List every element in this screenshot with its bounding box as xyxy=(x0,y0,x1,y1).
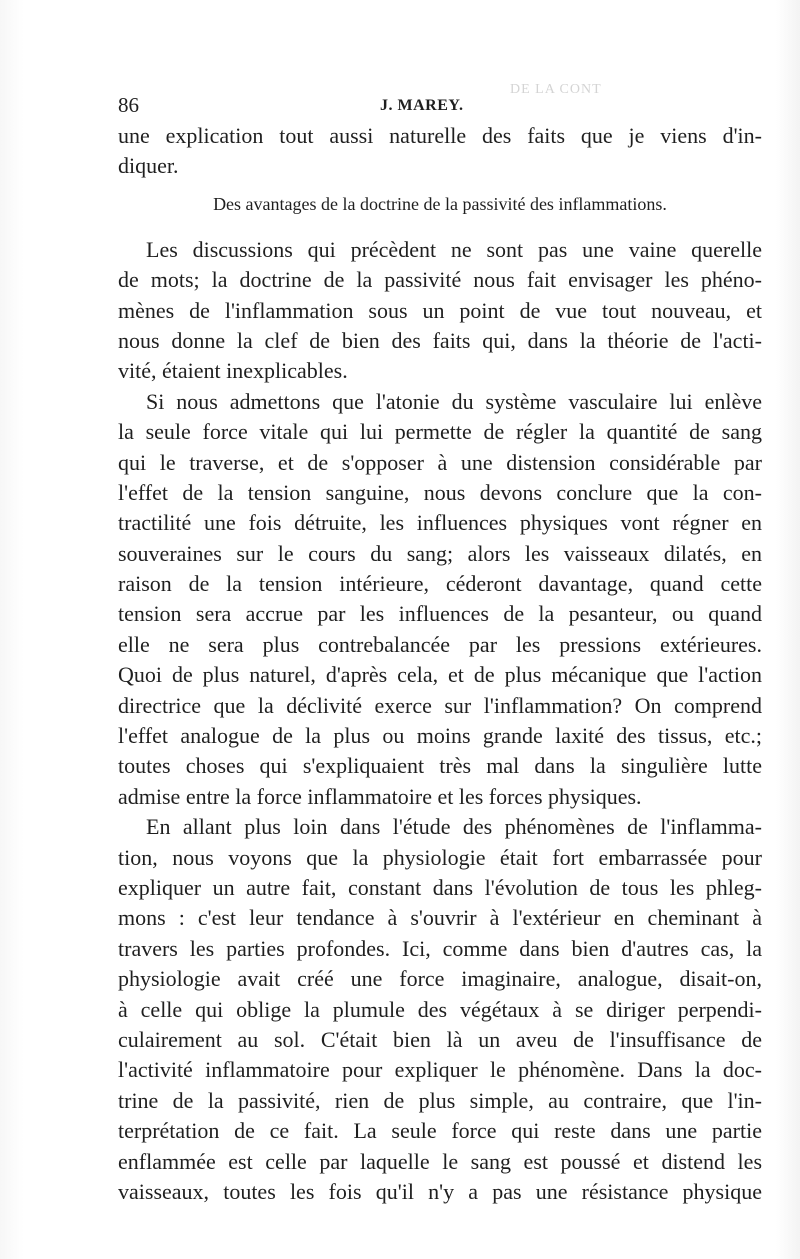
text-line: la seule force vitale qui lui permette de régler la quantité de sang xyxy=(118,419,762,445)
text-line: tractilité une fois détruite, les influences physiques vont régner en xyxy=(118,510,762,536)
text-line: culairement au sol. C'était bien là un aveu de l'insuffisance de xyxy=(118,1026,762,1052)
text-line: toutes choses qui s'expliquaient très mal dans la singulière lutte xyxy=(118,753,762,779)
text-line: de mots; la doctrine de la passivité nous fait envisager les phéno- xyxy=(118,267,762,293)
text-line: l'effet de la tension sanguine, nous devons conclure que la con- xyxy=(118,479,762,505)
text-line: souveraines sur le cours du sang; alors les vaisseaux dilatés, en xyxy=(118,540,762,566)
bleed-through-text: DE LA CONT xyxy=(510,82,602,97)
section-title: Des avantages de la doctrine de la passivité des inflammations. xyxy=(213,193,667,214)
text-line: à celle qui oblige la plumule des végétaux à se diriger perpendi- xyxy=(118,996,762,1022)
text-line: enflammée est celle par laquelle le sang est poussé et distend les xyxy=(118,1148,762,1174)
text-line: tension sera accrue par les influences de la pesanteur, ou quand xyxy=(118,601,762,627)
text-line: physiologie avait créé une force imaginaire, analogue, disait-on, xyxy=(118,966,762,992)
text-line: expliquer un autre fait, constant dans l'évolution de tous les phleg- xyxy=(118,874,762,900)
page-number: 86 xyxy=(118,93,139,117)
text-line: vité, étaient inexplicables. xyxy=(118,358,348,384)
text-line: diquer. xyxy=(118,153,179,179)
text-line: En allant plus loin dans l'étude des phénomènes de l'inflamma- xyxy=(146,814,762,840)
text-line: tion, nous voyons que la physiologie était fort embarrassée pour xyxy=(118,844,762,870)
text-line: Si nous admettons que l'atonie du système vasculaire lui enlève xyxy=(146,388,762,414)
text-line: une explication tout aussi naturelle des faits que je viens d'in- xyxy=(118,123,762,148)
text-line: admise entre la force inflammatoire et les forces physiques. xyxy=(118,783,642,809)
text-line: raison de la tension intérieure, céderont davantage, quand cette xyxy=(118,571,762,597)
text-line: l'activité inflammatoire pour expliquer le phénomène. Dans la doc- xyxy=(118,1057,762,1083)
text-line: vaisseaux, toutes les fois qu'il n'y a pas une résistance physique xyxy=(118,1178,762,1204)
text-line: mènes de l'inflammation sous un point de vue tout nouveau, et xyxy=(118,297,762,323)
text-line: travers les parties profondes. Ici, comme dans bien d'autres cas, la xyxy=(118,935,762,961)
text-line: nous donne la clef de bien des faits qui, dans la théorie de l'acti- xyxy=(118,327,762,353)
text-line: qui le traverse, et de s'opposer à une distension considérable par xyxy=(118,449,762,475)
text-line: trine de la passivité, rien de plus simple, au contraire, que l'in- xyxy=(118,1087,762,1113)
body-text xyxy=(118,121,762,1207)
text-line: elle ne sera plus contrebalancée par les pressions extérieures. xyxy=(118,631,762,657)
text-line: l'effet analogue de la plus ou moins grande laxité des tissus, etc.; xyxy=(118,723,762,749)
text-line: directrice que la déclivité exerce sur l'inflammation? On comprend xyxy=(118,692,762,718)
running-head xyxy=(118,94,633,116)
text-line: Les discussions qui précèdent ne sont pas une vaine querelle xyxy=(146,236,762,262)
running-title: J. MAREY. xyxy=(380,97,464,114)
text-line: mons : c'est leur tendance à s'ouvrir à l'extérieur en cheminant à xyxy=(118,905,762,931)
text-line: terprétation de ce fait. La seule force qui reste dans une partie xyxy=(118,1118,762,1144)
text-line: Quoi de plus naturel, d'après cela, et de plus mécanique que l'action xyxy=(118,662,762,688)
